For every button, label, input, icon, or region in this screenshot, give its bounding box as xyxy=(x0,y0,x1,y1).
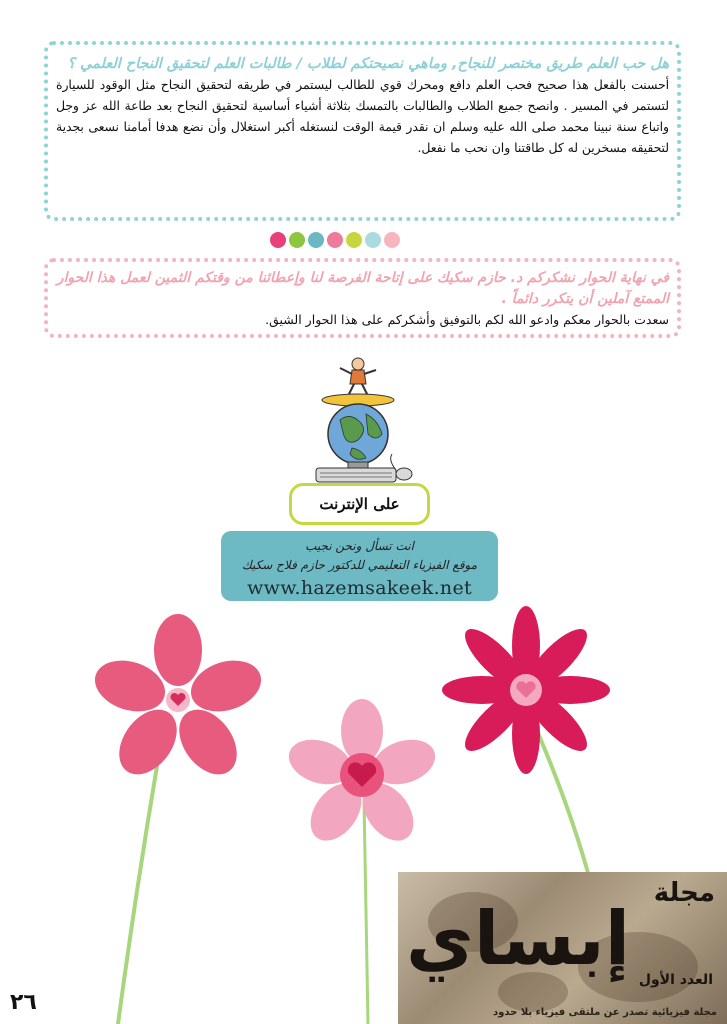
page-number: ٢٦ xyxy=(10,990,37,1015)
website-description: موقع الفيزياء التعليمي للدكتور حازم فلاح سكيك xyxy=(241,558,478,572)
magazine-label: مجلة xyxy=(653,878,715,908)
dot xyxy=(270,232,286,248)
website-url[interactable]: www.hazemsakeek.net xyxy=(247,577,472,599)
dot xyxy=(346,232,362,248)
flower-icon xyxy=(88,614,267,785)
online-title-box xyxy=(289,483,430,525)
interview-qa-box xyxy=(44,41,681,221)
interview-question: هل حب العلم طريق مختصر للنجاح, وماهي نصيحتكم لطلاب / طالبات العلم لتحقيق النجاح العلمي ؟ xyxy=(67,56,669,72)
website-tagline: انت تسأل ونحن نجيب xyxy=(305,539,414,553)
website-info-panel xyxy=(221,531,498,601)
dot xyxy=(327,232,343,248)
closing-box xyxy=(44,258,681,338)
flower-icon xyxy=(442,606,610,774)
magazine-issue: العدد الأول xyxy=(638,972,713,988)
dot xyxy=(289,232,305,248)
computer-globe-surfer-icon xyxy=(306,350,414,484)
magazine-logo xyxy=(398,872,727,1024)
magazine-tagline: مجلة فيزيائية تصدر عن ملتقى فيزياء بلا حدود xyxy=(493,1007,717,1018)
closing-thanks: في نهاية الحوار نشكركم د. حازم سكيك على إتاحة الفرصة لنا وإعطائنا من وقتكم الثمين لعمل هذا الحوار الممتع آملين أن يتكرر دائماً . xyxy=(56,270,669,307)
magazine-name: إبساي xyxy=(406,896,631,982)
interview-answer: أحسنت بالفعل هذا صحيح فحب العلم دافع ومحرك قوي للطالب ليستمر في طريقه لتحقيق النجاح مثل الوقود للسيارة لتستمر في المسير . وانصح جميع الطلاب والطالبات بالتمسك بثلاثة أشياء أساسية لتحقيق النجاح بعد طاعة الله عز وجل واتباع سنة نبينا محمد صلى الله عليه وسلم ان نقدر قيمة الوقت لنستغله أكبر استغلال وأن نضع هدفا أمامنا نسعى بجدية لتحقيقه مسخرين له كل طاقتنا وان نحب ما نفعل. xyxy=(56,78,669,155)
dot xyxy=(308,232,324,248)
decorative-dots xyxy=(270,232,400,248)
online-title: على الإنترنت xyxy=(319,495,400,513)
closing-reply: سعدت بالحوار معكم وادعو الله لكم بالتوفيق وأشكركم على هذا الحوار الشيق. xyxy=(265,312,669,327)
dot xyxy=(384,232,400,248)
dot xyxy=(365,232,381,248)
flower-icon xyxy=(283,699,441,850)
